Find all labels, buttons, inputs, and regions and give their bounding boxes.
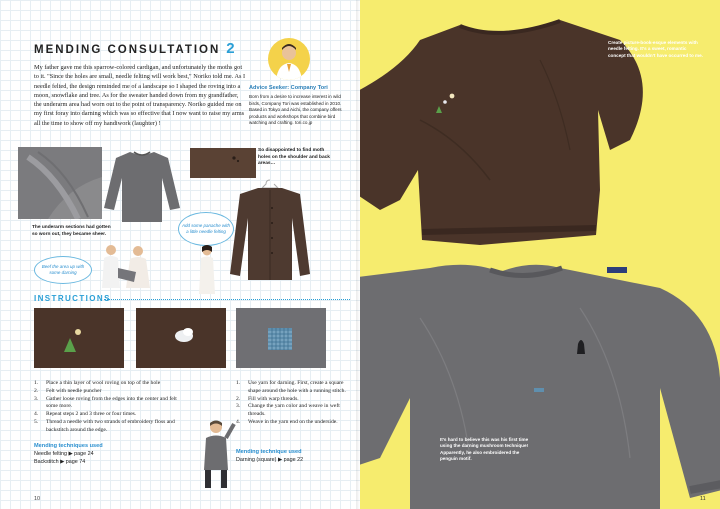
darning-steps-list — [236, 380, 346, 427]
brown-cardigan-before-photo — [228, 178, 312, 282]
mending-technique-link[interactable]: Darning (square) ▶ page 22 — [236, 457, 304, 463]
gray-sweater-before-photo — [102, 148, 182, 226]
brown-sweater-after-photo — [360, 0, 720, 258]
moth-hole-closeup-photo — [190, 148, 256, 178]
mending-techniques-heading-left: Mending techniques used — [34, 443, 103, 449]
panache-speech-bubble: Add some panache with a little needle felting — [178, 212, 234, 246]
step-photo-darning — [236, 308, 326, 368]
intro-paragraph: My father gave me this sparrow-colored cardigan, and unfortunately the moths got to it. "Since the holes are small, needle felting will work best," Noriko told me. As I needle felted, the design reminded me of a landscape so I shaped the roving into a moon, snowflake and tree. As for the sweater handed down from my grandfather, the underarm area had worn out to the point of transparency. Noriko guided me on my first foray into darning which was so effective that I now want to raise my arms all the time to show off my handiwork (laughter) ! — [34, 64, 246, 127]
instructions-heading: INSTRUCTIONS — [34, 294, 111, 303]
right-bottom-caption: It’s hard to believe this was his first time using the darning mushroom technique! Apparently, he also embroidered the penguin motif. — [440, 437, 529, 462]
darning-step: 2. Fill with warp threads. — [236, 395, 299, 402]
title-number: 2 — [226, 40, 237, 57]
underarm-closeup-photo — [18, 147, 102, 219]
right-top-caption: Create picture-book-esque elements with needle felting. It’s a sweet, romantic concept that wouldn’t have occurred to me. — [608, 40, 703, 58]
mending-techniques-heading-right: Mending technique used — [236, 449, 302, 455]
felting-step: 2. Felt with needle puncher — [34, 387, 102, 394]
gray-sweater-after-photo — [360, 258, 720, 509]
page-title: MENDING CONSULTATION 2 — [34, 40, 237, 57]
felting-step: 5. Thread a needle with two strands of embroidery floss and backstitch around the edge. — [34, 418, 175, 433]
felting-step: 3. Gather loose roving from the edges into the center and felt some more. — [34, 395, 177, 410]
darning-step: 3. Change the yarn color and weave in weft threads. — [236, 403, 340, 418]
mending-technique-link[interactable]: Needle felting ▶ page 24 — [34, 451, 94, 457]
woman-standing-photo — [196, 244, 218, 294]
darning-step: 4. Weave in the yarn end on the underside. — [236, 418, 338, 425]
advisor-description: Born from a desire to increase interest in wild birds, Company Tori was established in 2010. Based in Tokyo and Aichi, the company offers products and workshops that combine bird watching and crafting. tori.co.jp — [249, 94, 342, 126]
right-page — [360, 0, 720, 509]
mending-technique-link[interactable]: Backstitch ▶ page 74 — [34, 459, 86, 465]
man-pointing-photo — [196, 418, 236, 488]
instructions-divider — [104, 299, 350, 300]
step-photo-roving — [136, 308, 226, 368]
felting-step: 4. Repeat steps 2 and 3 three or four times. — [34, 411, 137, 418]
page-number-right: 11 — [700, 496, 706, 502]
advisor-portrait — [268, 38, 310, 80]
felting-steps-list — [34, 380, 184, 435]
page-number-left: 10 — [34, 496, 41, 502]
underarm-caption: The underarm sections had gotten so worn out, they became sheer. — [32, 225, 111, 237]
darning-speech-bubble: Beef the area up with some darning — [34, 256, 92, 284]
workshop-people-photo — [96, 242, 156, 288]
felting-step: 1. Place a thin layer of wool roving on top of the hole — [34, 380, 161, 386]
advisor-label: Advice Seeker: Company Tori — [249, 85, 328, 91]
step-photo-felting — [34, 308, 124, 368]
darning-step: 1. Use yarn for darning. First, create a square shape around the hole with a running stitch. — [236, 380, 346, 394]
moth-hole-caption: So disappointed to find moth holes on the shoulder and back areas… — [258, 148, 330, 167]
